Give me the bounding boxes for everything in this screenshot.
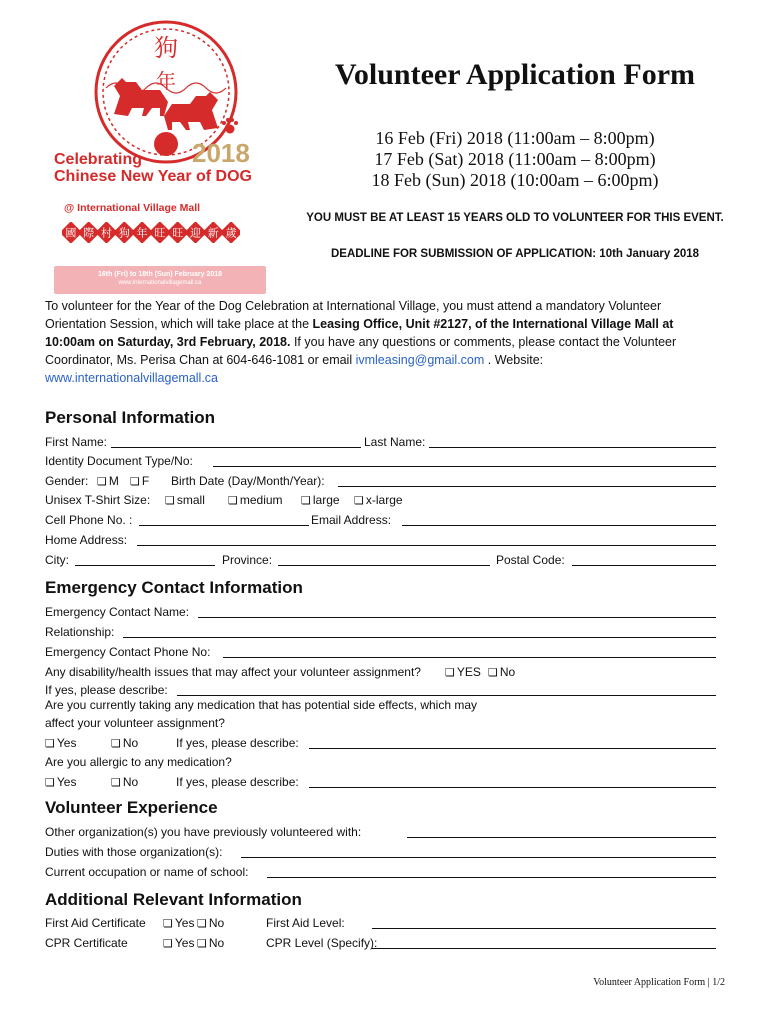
website-link[interactable]: www.internationalvillagemall.ca <box>45 371 218 385</box>
tshirt-small-checkbox[interactable] <box>165 492 205 509</box>
occupation-field[interactable] <box>267 877 716 878</box>
contact-row <box>45 512 717 530</box>
logo-char-year: 年 <box>156 71 176 93</box>
tshirt-large-label: large <box>312 493 340 507</box>
cpr-yes-label: Yes <box>174 936 195 950</box>
experience-heading: Volunteer Experience <box>45 798 218 817</box>
first-aid-no-checkbox[interactable] <box>197 915 224 932</box>
duties-field[interactable] <box>241 857 716 858</box>
banner-char: 新 <box>207 227 219 240</box>
event-logo <box>44 18 279 288</box>
age-notice: YOU MUST BE AT LEAST 15 YEARS OLD TO VOLUNTEER FOR THIS EVENT. <box>306 212 724 224</box>
medication-question-2: affect your volunteer assignment? <box>45 716 225 730</box>
year-label: 2018 <box>192 138 250 168</box>
medication-q-row-1 <box>45 697 717 715</box>
disability-no-checkbox[interactable] <box>488 664 515 681</box>
gender-f-checkbox[interactable] <box>130 473 149 490</box>
gender-label: Gender: <box>45 474 89 488</box>
allergic-no-label: No <box>122 775 139 789</box>
intro-text-1: To volunteer for the Year of the Dog Celebration at International Village, you must attend a mandatory Volunteer Orientation Session, which will take place at the <box>45 299 662 331</box>
home-label: Home Address: <box>45 533 128 547</box>
tshirt-xlarge-label: x-large <box>365 493 403 507</box>
cny-label: Chinese New Year of DOG <box>54 168 252 185</box>
paw-icon <box>220 116 240 136</box>
allergic-question: Are you allergic to any medication? <box>45 755 232 769</box>
province-field[interactable] <box>278 565 490 566</box>
id-doc-label: Identity Document Type/No: <box>45 454 193 468</box>
postal-field[interactable] <box>572 565 716 566</box>
intro-paragraph <box>45 297 725 387</box>
first-name-label: First Name: <box>45 435 108 449</box>
cpr-level-field[interactable] <box>372 948 716 949</box>
intro-location: Leasing Office, Unit #2127, of the International Village Mall at 10:00am on Saturday, 3rd February, 2018. <box>45 317 674 349</box>
allergic-describe-field[interactable] <box>309 787 716 788</box>
postal-label: Postal Code: <box>496 553 565 567</box>
ec-phone-row <box>45 644 717 662</box>
chinese-banner <box>62 222 240 243</box>
disability-yes-checkbox[interactable] <box>445 664 481 681</box>
home-field[interactable] <box>137 545 716 546</box>
banner-char: 旺 <box>172 227 184 240</box>
tshirt-medium-checkbox[interactable] <box>228 492 283 509</box>
describe-label: If yes, please describe: <box>45 683 168 697</box>
intro-text-3: . Website: <box>484 353 544 367</box>
banner-char: 年 <box>136 227 148 240</box>
relationship-row <box>45 624 717 642</box>
id-doc-field[interactable] <box>213 466 716 467</box>
allergic-yes-checkbox[interactable] <box>45 774 76 791</box>
logo-char-dog: 狗 <box>154 35 178 62</box>
medication-no-checkbox[interactable] <box>111 735 138 752</box>
banner-char: 村 <box>101 227 112 240</box>
cpr-yes-checkbox[interactable] <box>163 935 194 952</box>
city-field[interactable] <box>75 565 215 566</box>
cpr-level-label: CPR Level (Specify): <box>266 936 378 950</box>
page-footer: Volunteer Application Form | 1/2 <box>593 977 725 988</box>
ec-name-field[interactable] <box>198 617 716 618</box>
province-label: Province: <box>222 553 273 567</box>
birth-field[interactable] <box>338 486 716 487</box>
first-name-field[interactable] <box>111 447 361 448</box>
medication-no-label: No <box>122 736 139 750</box>
medication-answer-row <box>45 735 717 753</box>
disability-no-label: No <box>499 665 516 679</box>
id-row <box>45 453 717 471</box>
cell-label: Cell Phone No. : <box>45 513 133 527</box>
banner-char: 狗 <box>118 227 130 240</box>
event-dates <box>300 128 730 191</box>
last-name-label: Last Name: <box>364 435 426 449</box>
medication-describe-field[interactable] <box>309 748 716 749</box>
banner-char: 國 <box>65 227 77 240</box>
allergic-describe-label: If yes, please describe: <box>176 775 299 789</box>
tshirt-large-checkbox[interactable] <box>301 492 340 509</box>
tshirt-small-label: small <box>176 493 205 507</box>
relationship-label: Relationship: <box>45 625 115 639</box>
cpr-no-checkbox[interactable] <box>197 935 224 952</box>
form-title: Volunteer Application Form <box>334 58 695 91</box>
allergic-q-row <box>45 754 717 772</box>
name-row <box>45 434 717 452</box>
date-strip <box>54 266 266 294</box>
emergency-heading: Emergency Contact Information <box>45 578 303 597</box>
last-name-field[interactable] <box>429 447 716 448</box>
banner-char-tile <box>220 222 240 243</box>
gender-row <box>45 473 717 491</box>
first-aid-label: First Aid Certificate <box>45 916 146 930</box>
banner-char: 迎 <box>190 227 201 240</box>
ec-phone-label: Emergency Contact Phone No: <box>45 645 211 659</box>
email-label: Email Address: <box>311 513 392 527</box>
date-strip-url: www.internationalvillagemall.ca <box>118 280 202 286</box>
allergic-yes-label: Yes <box>56 775 77 789</box>
occupation-row <box>45 864 717 882</box>
relationship-field[interactable] <box>123 637 716 638</box>
orgs-label: Other organization(s) you have previously volunteered with: <box>45 825 362 839</box>
gender-m-label: M <box>108 474 119 488</box>
intro-text-2: If you have any questions or comments, please contact the Volunteer Coordinator, Ms. Perisa Chan at 604-646-1081 or email <box>45 335 677 367</box>
orgs-field[interactable] <box>407 837 716 838</box>
occupation-label: Current occupation or name of school: <box>45 865 249 879</box>
medication-yes-checkbox[interactable] <box>45 735 76 752</box>
city-row <box>45 552 717 570</box>
date-strip-text: 16th (Fri) to 18th (Sun) February 2018 <box>97 271 223 278</box>
date-line-1: 16 Feb (Fri) 2018 (11:00am – 8:00pm) <box>375 128 655 148</box>
cpr-row <box>45 935 717 953</box>
describe-field[interactable] <box>177 695 716 696</box>
tshirt-row <box>45 492 717 510</box>
cell-field[interactable] <box>139 525 309 526</box>
deadline-notice: DEADLINE FOR SUBMISSION OF APPLICATION: 10th January 2018 <box>330 248 700 260</box>
medication-q-row-2 <box>45 715 717 733</box>
ec-name-label: Emergency Contact Name: <box>45 605 190 619</box>
first-aid-row <box>45 915 717 933</box>
gender-m-checkbox[interactable] <box>97 473 119 490</box>
tshirt-label: Unisex T-Shirt Size: <box>45 493 151 507</box>
first-aid-yes-label: Yes <box>174 916 195 930</box>
duties-label: Duties with those organization(s): <box>45 845 223 859</box>
ec-phone-field[interactable] <box>223 657 716 658</box>
celebrating-title <box>54 138 264 185</box>
email-link[interactable]: ivmleasing@gmail.com <box>355 353 485 367</box>
cpr-label: CPR Certificate <box>45 936 128 950</box>
first-aid-no-label: No <box>208 916 225 930</box>
tshirt-xlarge-checkbox[interactable] <box>354 492 403 509</box>
cpr-no-label: No <box>208 936 225 950</box>
personal-heading: Personal Information <box>45 408 216 427</box>
disability-yes-label: YES <box>456 665 481 679</box>
venue-label: @ International Village Mall <box>64 202 201 214</box>
banner-char: 旺 <box>154 227 166 240</box>
date-line-2: 17 Feb (Sat) 2018 (11:00am – 8:00pm) <box>374 149 656 169</box>
medication-yes-label: Yes <box>56 736 77 750</box>
duties-row <box>45 844 717 862</box>
date-line-3: 18 Feb (Sun) 2018 (10:00am – 6:00pm) <box>371 170 659 190</box>
disability-question: Any disability/health issues that may affect your volunteer assignment? <box>45 665 421 679</box>
disability-row <box>45 664 717 682</box>
ec-name-row <box>45 604 717 622</box>
allergic-no-checkbox[interactable] <box>111 774 138 791</box>
email-field[interactable] <box>402 525 716 526</box>
banner-char: 際 <box>83 227 95 240</box>
medication-question-1: Are you currently taking any medication that has potential side effects, which may <box>45 698 478 712</box>
home-row <box>45 532 717 550</box>
birth-label: Birth Date (Day/Month/Year): <box>171 474 325 488</box>
allergic-answer-row <box>45 774 717 792</box>
banner-char: 歲 <box>225 227 237 240</box>
first-aid-level-label: First Aid Level: <box>266 916 345 930</box>
city-label: City: <box>45 553 69 567</box>
gender-f-label: F <box>141 474 150 488</box>
additional-heading: Additional Relevant Information <box>45 890 302 909</box>
first-aid-yes-checkbox[interactable] <box>163 915 194 932</box>
tshirt-medium-label: medium <box>239 493 283 507</box>
orgs-row <box>45 824 717 842</box>
celebrating-label: Celebrating <box>54 151 143 168</box>
first-aid-level-field[interactable] <box>372 928 716 929</box>
medication-describe-label: If yes, please describe: <box>176 736 299 750</box>
